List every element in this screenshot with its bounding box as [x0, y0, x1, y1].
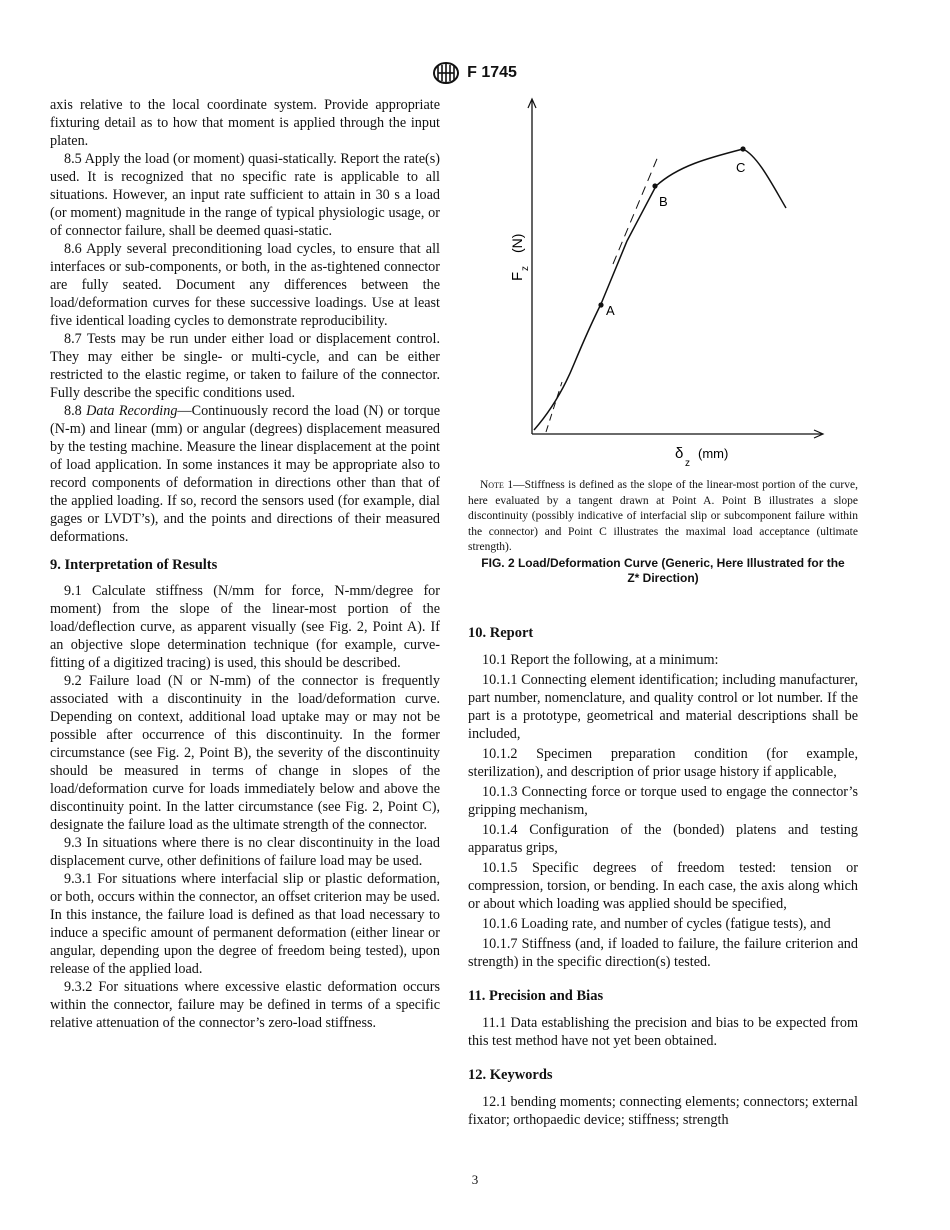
paragraph-9-1: 9.1 Calculate stiffness (N/mm for force, N-mm/degree for moment) from the slope of the linear-most portion of the load/deflection curve, as apparent visually (see Fig. 2, Point A). If an objective slope determination technique (for example, curve-fitting of a digitized tracing) is used, this should be described.: [50, 583, 440, 671]
paragraph-12-1: 12.1 bending moments; connecting elements; connectors; external fixator; orthopaedic device; stiffness; strength: [468, 1094, 858, 1128]
y-axis-label-subscript: z: [520, 266, 531, 271]
page-number: 3: [471, 1172, 479, 1187]
point-a-marker: [598, 302, 603, 307]
document-designation: F 1745: [467, 64, 517, 81]
figure-caption-line-1: FIG. 2 Load/Deformation Curve (Generic, Here Illustrated for the: [481, 556, 845, 570]
figure-note: [468, 478, 858, 556]
figure-caption: [468, 556, 858, 586]
astm-logo-icon: [433, 62, 459, 84]
paragraph-10-1-2: 10.1.2 Specimen preparation condition (for example, sterilization), and description of prior usage history if applicable,: [468, 746, 858, 780]
paragraph-10-1-4: 10.1.4 Configuration of the (bonded) platens and testing apparatus grips,: [468, 822, 858, 856]
load-deformation-curve: [534, 149, 786, 430]
paragraph-8-5: 8.5 Apply the load (or moment) quasi-statically. Report the rate(s) used. It is recognized that no specific rate is applicable to all situations. However, an input rate sufficient to attain in 30 s a load (or moment) magnitude in the range of typical physiologic usage, or of connector failure, shall be deemed quasi-static.: [50, 151, 440, 239]
point-b-marker: [652, 183, 657, 188]
y-axis-label-unit: (N): [509, 233, 525, 253]
paragraph-10-1-5: 10.1.5 Specific degrees of freedom tested: tension or compression, torsion, or bending. In each case, the axis along which or about which loading was applied should be specified,: [468, 860, 858, 912]
paragraph-8-8-text: —Continuously record the load (N) or torque (N-m) and linear (mm) or angular (degrees) displacement measured by the testing machine. Measure the linear displacement at the point of load application. In some instances it may be appropriate also to record components of deformation in directions other than that of the applied loading. If so, record the sensors used (for example, dial gages or LVDT’s), and the points and directions of their measured deformations.: [50, 403, 441, 545]
page-header: [0, 62, 950, 84]
paragraph-10-1: 10.1 Report the following, at a minimum:: [482, 652, 719, 668]
paragraph-11-1: 11.1 Data establishing the precision and bias to be expected from this test method have not yet been obtained.: [468, 1015, 858, 1049]
point-c-label: C: [736, 160, 746, 175]
note-label: Note 1: [480, 479, 514, 491]
point-b-label: B: [659, 194, 668, 209]
paragraph-9-3: 9.3 In situations where there is no clear discontinuity in the load displacement curve, other definitions of failure load may be used.: [50, 835, 440, 869]
section-number: 8.8: [64, 403, 82, 419]
paragraph-9-3-2: 9.3.2 For situations where excessive elastic deformation occurs within the connector, failure may be defined in terms of a specific relative attenuation of the connector’s zero-load stiffness.: [50, 979, 440, 1031]
heading-precision-and-bias: 11. Precision and Bias: [468, 988, 604, 1004]
paragraph-9-2: 9.2 Failure load (N or N-mm) of the connector is frequently associated with a discontinuity in the load/deformation curve. Depending on context, additional load uptake may or may not be possible after occurrence of this discontinuity. In the former circumstance (see Fig. 2, Point B), the severity of the discontinuity should be measured in terms of change in slopes of the load/deformation curve for loads immediately below and above the discontinuity point. In the latter circumstance (see Fig. 2, Point C), designate the failure load as the ultimate strength of the connector.: [50, 673, 440, 833]
figure-svg: [468, 96, 858, 476]
x-axis-label-symbol: δ: [675, 445, 684, 462]
heading-interpretation-of-results: 9. Interpretation of Results: [50, 557, 218, 573]
paragraph-10-1-7: 10.1.7 Stiffness (and, if loaded to failure, the failure criterion and strength) in the specific direction(s) tested.: [468, 936, 858, 970]
paragraph-8-8: [50, 402, 440, 546]
tangent-line-origin: [546, 382, 562, 432]
heading-keywords: 12. Keywords: [468, 1067, 553, 1083]
tangent-line-point-a: [613, 154, 659, 264]
x-axis-label-unit: (mm): [698, 446, 729, 461]
paragraph-10-1-3: 10.1.3 Connecting force or torque used to engage the connector’s gripping mechanism,: [468, 784, 858, 818]
y-axis-label: [509, 234, 531, 281]
x-axis-label-subscript: z: [685, 458, 690, 469]
paragraph-9-3-1: 9.3.1 For situations where interfacial slip or plastic deformation, or both, occurs within the connector, an offset criterion may be used. In this instance, the failure load is defined as that load necessary to induce a specific amount of permanent deformation (either linear or angular, depending upon the degree of freedom being tested), upon release of the applied load.: [50, 871, 440, 977]
paragraph-10-1-1: 10.1.1 Connecting element identification; including manufacturer, part number, nomenclature, and quality control or lot number. If the part is a prototype, geometrical and material descriptions shall be included,: [468, 672, 858, 742]
paragraph-8-4-continued: axis relative to the local coordinate system. Provide appropriate fixturing detail as to how that moment is applied through the input platen.: [50, 97, 440, 149]
paragraph-8-7: 8.7 Tests may be run under either load or displacement control. They may either be single- or multi-cycle, and can be either restricted to the elastic regime, or taken to failure of the connector. Fully describe the specific conditions used.: [50, 331, 440, 401]
y-axis-label-symbol: F: [509, 271, 526, 281]
figure-load-deformation-curve: [468, 96, 858, 476]
left-column: [50, 96, 440, 1032]
note-text: —Stiffness is defined as the slope of the linear-most portion of the curve, here evaluated by a tangent drawn at Point A. Point B illustrates a slope discontinuity (possibly indicative of interfacial slip or subcomponent failure within the connector) and Point C illustrates the maximal load acceptance (ultimate strength).: [468, 479, 858, 553]
figure-caption-line-2: Z* Direction): [627, 571, 699, 585]
right-column: [468, 624, 858, 1131]
heading-report: 10. Report: [468, 625, 534, 641]
section-title-data-recording: Data Recording: [86, 403, 178, 419]
paragraph-8-6: 8.6 Apply several preconditioning load cycles, to ensure that all interfaces or sub-components, or both, in the as-tightened connector are fully seated. Document any differences between the load/deformation curves for these successive loadings. Use at least five identical loading cycles to demonstrate reproducibility.: [50, 241, 440, 329]
point-a-label: A: [606, 303, 615, 318]
point-c-marker: [740, 146, 745, 151]
x-axis-label: [675, 445, 728, 469]
paragraph-10-1-6: 10.1.6 Loading rate, and number of cycles (fatigue tests), and: [482, 916, 831, 932]
